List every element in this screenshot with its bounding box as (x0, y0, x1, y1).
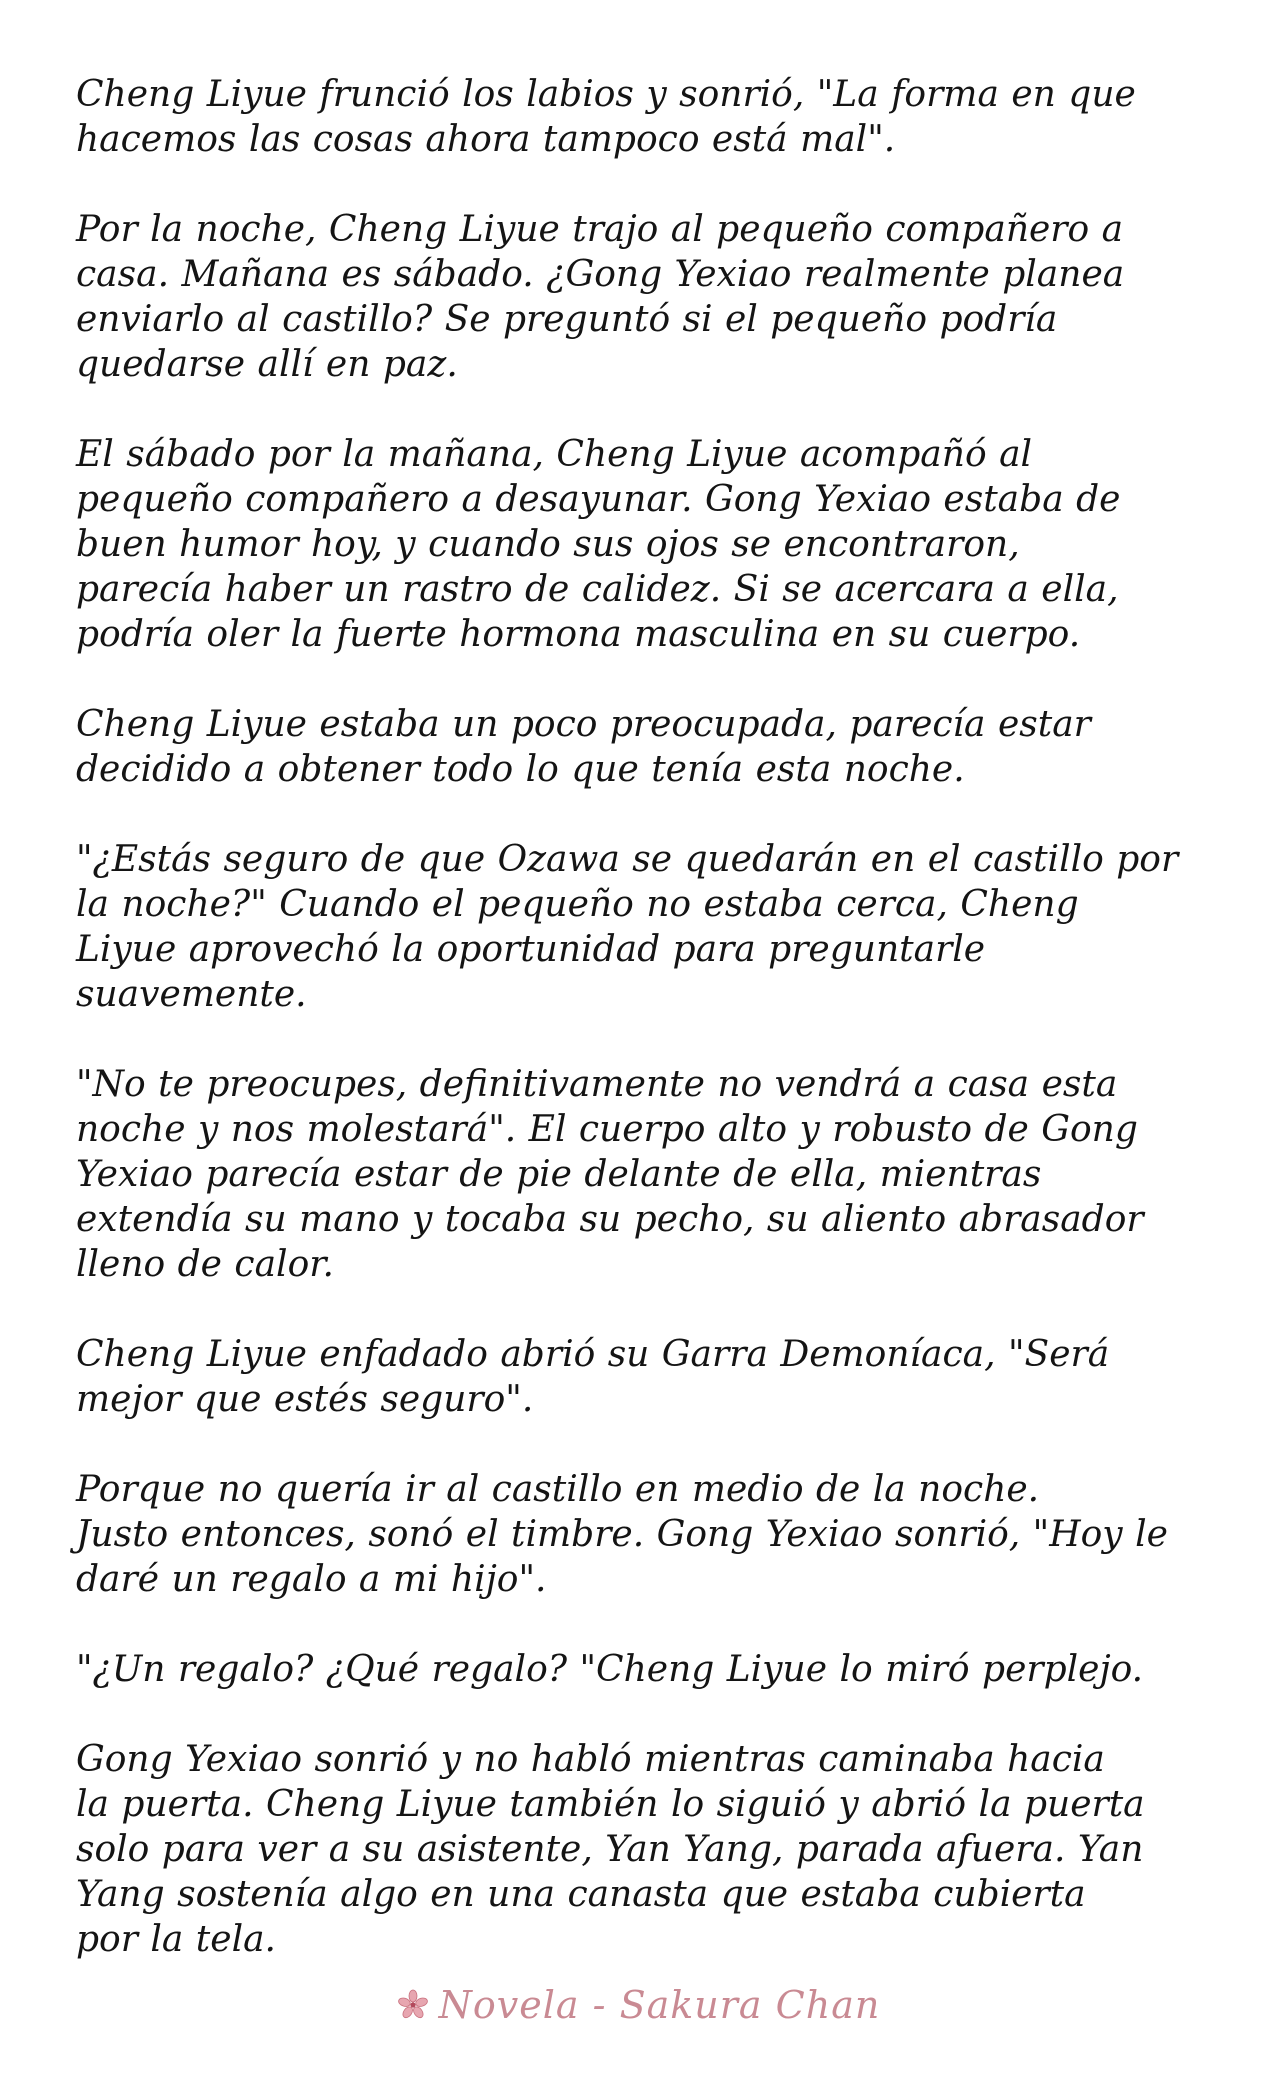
paragraph-line: "¿Un regalo? ¿Qué regalo? "Cheng Liyue lo miró perplejo. (76, 1649, 1144, 1690)
paragraph-line: daré un regalo a mi hijo". (76, 1559, 547, 1600)
paragraph-line: noche y nos molestará". El cuerpo alto y robusto de Gong (76, 1109, 1138, 1150)
paragraph-line: Justo entonces, sonó el timbre. Gong Yexiao sonrió, "Hoy le (76, 1514, 1168, 1555)
paragraph (76, 1332, 1199, 1422)
paragraph-line: la puerta. Cheng Liyue también lo siguió y abrió la puerta (76, 1784, 1145, 1825)
watermark (0, 1975, 1275, 2035)
paragraph (76, 432, 1199, 657)
paragraph-line: enviarlo al castillo? Se preguntó si el pequeño podría (76, 299, 1058, 340)
paragraph (76, 837, 1199, 1017)
paragraph-line: decidido a obtener todo lo que tenía esta noche. (76, 749, 965, 790)
paragraph-line: Yexiao parecía estar de pie delante de ella, mientras (76, 1154, 1042, 1195)
paragraph-line: solo para ver a su asistente, Yan Yang, parada afuera. Yan (76, 1829, 1144, 1870)
paragraph-line: "No te preocupes, definitivamente no vendrá a casa esta (76, 1064, 1118, 1105)
watermark-text: Novela - Sakura Chan (438, 1983, 881, 2027)
paragraph-line: Porque no quería ir al castillo en medio de la noche. (76, 1469, 1040, 1510)
paragraph-line: Cheng Liyue frunció los labios y sonrió, "La forma en que (76, 74, 1136, 115)
paragraph-line: extendía su mano y tocaba su pecho, su aliento abrasador (76, 1199, 1144, 1240)
paragraph-line: podría oler la fuerte hormona masculina en su cuerpo. (76, 614, 1081, 655)
paragraph-line: casa. Mañana es sábado. ¿Gong Yexiao realmente planea (76, 254, 1125, 295)
paragraph (76, 1737, 1199, 1962)
sakura-flower-icon (395, 1987, 431, 2023)
paragraph-line: quedarse allí en paz. (76, 344, 458, 385)
paragraph (76, 207, 1199, 387)
paragraph-line: Cheng Liyue estaba un poco preocupada, parecía estar (76, 704, 1091, 745)
paragraph-line: parecía haber un rastro de calidez. Si se acercara a ella, (76, 569, 1119, 610)
text-body (76, 72, 1199, 1962)
paragraph-line: Cheng Liyue enfadado abrió su Garra Demoníaca, "Será (76, 1334, 1110, 1375)
paragraph-line: suavemente. (76, 974, 307, 1015)
paragraph-line: Yang sostenía algo en una canasta que estaba cubierta (76, 1874, 1086, 1915)
paragraph-line: Gong Yexiao sonrió y no habló mientras caminaba hacia (76, 1739, 1105, 1780)
paragraph-line: Liyue aprovechó la oportunidad para preguntarle (76, 929, 986, 970)
paragraph-line: mejor que estés seguro". (76, 1379, 534, 1420)
paragraph-line: pequeño compañero a desayunar. Gong Yexiao estaba de (76, 479, 1121, 520)
paragraph (76, 72, 1199, 162)
paragraph-line: hacemos las cosas ahora tampoco está mal". (76, 119, 896, 160)
paragraph-line: buen humor hoy, y cuando sus ojos se encontraron, (76, 524, 1020, 565)
paragraph-line: El sábado por la mañana, Cheng Liyue acompañó al (76, 434, 1033, 475)
paragraph-line: "¿Estás seguro de que Ozawa se quedarán en el castillo por (76, 839, 1179, 880)
paragraph (76, 702, 1199, 792)
paragraph-line: la noche?" Cuando el pequeño no estaba cerca, Cheng (76, 884, 1079, 925)
paragraph-line: Por la noche, Cheng Liyue trajo al pequeño compañero a (76, 209, 1124, 250)
paragraph-line: lleno de calor. (76, 1244, 334, 1285)
paragraph (76, 1062, 1199, 1287)
paragraph (76, 1647, 1199, 1692)
paragraph-line: por la tela. (76, 1919, 276, 1960)
paragraph (76, 1467, 1199, 1602)
watermark-content (395, 1983, 881, 2027)
